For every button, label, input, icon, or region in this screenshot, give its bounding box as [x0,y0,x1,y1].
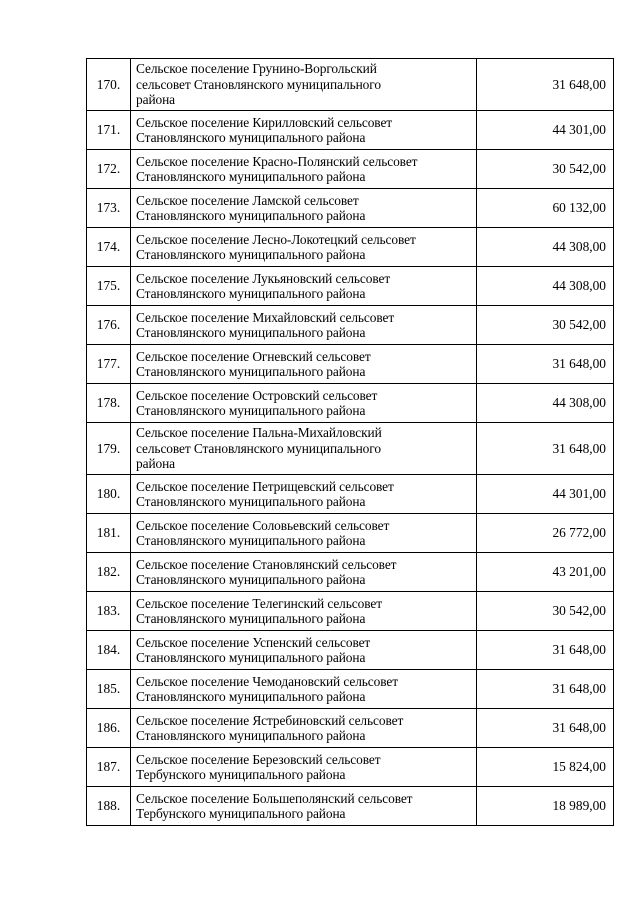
settlement-name [131,670,477,709]
settlement-name-line: Сельское поселение Лесно-Локотецкий сельсовет [136,231,416,247]
settlement-name [131,709,477,748]
table-row [87,748,614,787]
settlement-name-line: Становлянского муниципального района [136,689,366,704]
amount-value: 31 648,00 [477,345,614,384]
table-row [87,150,614,189]
table-row [87,709,614,748]
settlement-name-line: Сельское поселение Огневский сельсовет [136,348,371,364]
amount-value: 18 989,00 [477,787,614,826]
amount-value: 44 301,00 [477,111,614,150]
table-body [87,59,614,826]
settlement-name-line: Становлянского муниципального района [136,572,366,587]
table-row [87,228,614,267]
amount-value: 44 308,00 [477,384,614,423]
row-number: 187. [87,748,131,787]
settlement-name [131,787,477,826]
settlement-name [131,748,477,787]
settlement-name [131,111,477,150]
settlement-name-line: Сельское поселение Пальна-Михайловский [136,425,382,441]
table-row [87,111,614,150]
row-number: 183. [87,592,131,631]
settlement-name [131,345,477,384]
amount-value: 31 648,00 [477,709,614,748]
table-row [87,59,614,111]
settlement-name-line: Становлянского муниципального района [136,533,366,548]
row-number: 185. [87,670,131,709]
settlement-name-line: Сельское поселение Чемодановский сельсовет [136,673,398,689]
settlement-name-line: Становлянского муниципального района [136,403,366,418]
table-row [87,267,614,306]
settlement-name-line: Сельское поселение Михайловский сельсовет [136,309,395,325]
settlement-name-line: района [136,92,176,108]
row-number: 188. [87,787,131,826]
settlement-name [131,189,477,228]
amount-value: 60 132,00 [477,189,614,228]
table-row [87,345,614,384]
settlements-table [86,58,614,826]
amount-value: 26 772,00 [477,514,614,553]
row-number: 182. [87,553,131,592]
settlement-name-line: Становлянского муниципального района [136,130,366,145]
table-row [87,631,614,670]
settlement-name-line: Сельское поселение Грунино-Воргольский [136,61,377,77]
settlement-name [131,59,477,111]
amount-value: 44 308,00 [477,228,614,267]
settlement-name [131,475,477,514]
row-number: 173. [87,189,131,228]
settlement-name-line: Тербунского муниципального района [136,806,346,821]
settlement-name-line: Сельское поселение Петрищевский сельсовет [136,478,394,494]
row-number: 177. [87,345,131,384]
settlement-name-line: района [136,456,176,472]
row-number: 176. [87,306,131,345]
table-row [87,306,614,345]
amount-value: 31 648,00 [477,423,614,475]
settlement-name [131,631,477,670]
row-number: 178. [87,384,131,423]
settlement-name-line: сельсовет Становлянского муниципального [136,76,381,92]
settlement-name [131,514,477,553]
amount-value: 30 542,00 [477,306,614,345]
table-row [87,384,614,423]
settlement-name-line: Сельское поселение Островский сельсовет [136,387,378,403]
settlement-name [131,553,477,592]
settlement-name-line: Становлянского муниципального района [136,364,366,379]
amount-value: 43 201,00 [477,553,614,592]
amount-value: 31 648,00 [477,670,614,709]
table-row [87,670,614,709]
amount-value: 30 542,00 [477,592,614,631]
settlement-name-line: Становлянского муниципального района [136,247,366,262]
amount-value: 31 648,00 [477,631,614,670]
row-number: 186. [87,709,131,748]
amount-value: 44 308,00 [477,267,614,306]
row-number: 181. [87,514,131,553]
settlement-name [131,423,477,475]
amount-value: 31 648,00 [477,59,614,111]
row-number: 184. [87,631,131,670]
settlement-name [131,384,477,423]
table-row [87,787,614,826]
table-row [87,553,614,592]
row-number: 180. [87,475,131,514]
settlement-name-line: Становлянского муниципального района [136,286,366,301]
settlement-name-line: Становлянского муниципального района [136,169,366,184]
amount-value: 30 542,00 [477,150,614,189]
settlement-name-line: Становлянского муниципального района [136,494,366,509]
table-row [87,475,614,514]
settlement-name-line: Становлянского муниципального района [136,611,366,626]
settlement-name-line: сельсовет Становлянского муниципального [136,440,381,456]
settlement-name-line: Становлянского муниципального района [136,325,366,340]
table-row [87,189,614,228]
settlement-name [131,267,477,306]
settlement-name-line: Сельское поселение Ламской сельсовет [136,192,359,208]
settlement-name-line: Тербунского муниципального района [136,767,346,782]
settlement-name-line: Становлянского муниципального района [136,208,366,223]
settlement-name-line: Сельское поселение Лукьяновский сельсовет [136,270,391,286]
settlement-name-line: Сельское поселение Березовский сельсовет [136,751,381,767]
settlement-name-line: Сельское поселение Становлянский сельсовет [136,556,397,572]
amount-value: 44 301,00 [477,475,614,514]
settlement-name-line: Сельское поселение Телегинский сельсовет [136,595,382,611]
row-number: 171. [87,111,131,150]
settlement-name [131,306,477,345]
row-number: 175. [87,267,131,306]
settlement-name [131,592,477,631]
row-number: 179. [87,423,131,475]
settlement-name-line: Сельское поселение Большеполянский сельсовет [136,790,413,806]
settlement-name-line: Сельское поселение Кирилловский сельсовет [136,114,393,130]
settlement-name-line: Сельское поселение Соловьевский сельсовет [136,517,390,533]
settlement-name-line: Сельское поселение Ястребиновский сельсовет [136,712,404,728]
row-number: 174. [87,228,131,267]
row-number: 172. [87,150,131,189]
table-row [87,514,614,553]
settlement-name [131,150,477,189]
amount-value: 15 824,00 [477,748,614,787]
table-row [87,423,614,475]
settlement-name-line: Становлянского муниципального района [136,650,366,665]
settlement-name-line: Сельское поселение Красно-Полянский сельсовет [136,153,418,169]
settlement-name-line: Сельское поселение Успенский сельсовет [136,634,371,650]
row-number: 170. [87,59,131,111]
settlement-name-line: Становлянского муниципального района [136,728,366,743]
settlement-name [131,228,477,267]
table-row [87,592,614,631]
